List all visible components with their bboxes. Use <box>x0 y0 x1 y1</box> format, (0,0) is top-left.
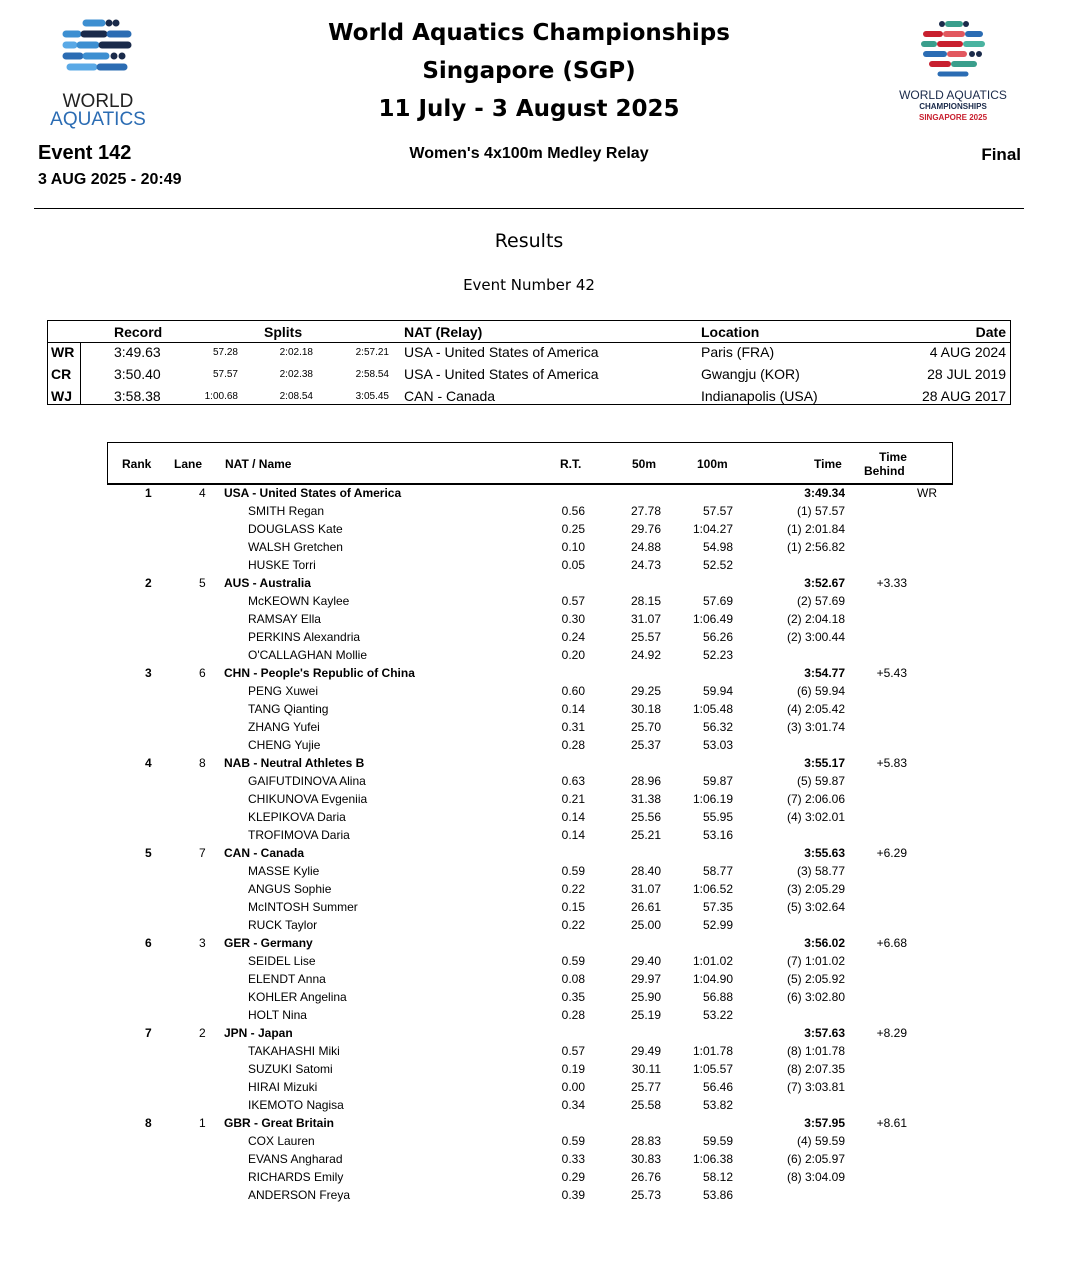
swimmer-row <box>107 700 953 718</box>
swimmer-50m: 25.19 <box>630 1008 661 1022</box>
team-row <box>107 664 953 682</box>
swimmer-100m: 57.69 <box>702 594 733 608</box>
team-rank: 4 <box>145 756 152 770</box>
record-date: 28 JUL 2019 <box>927 366 1006 382</box>
swimmer-name: CHIKUNOVA Evgeniia <box>248 792 368 806</box>
col-rank: Rank <box>122 457 152 471</box>
swimmer-50m: 25.70 <box>630 720 661 734</box>
swimmer-cumulative-split: (4) 59.59 <box>796 1134 845 1148</box>
col-lane: Lane <box>174 457 203 471</box>
team-time-behind: +3.33 <box>876 576 907 590</box>
swimmer-100m: 1:05.48 <box>692 702 733 716</box>
record-nat: USA - United States of America <box>404 366 599 382</box>
swimmer-100m: 52.52 <box>702 558 733 572</box>
record-split-3: 2:58.54 <box>355 369 389 380</box>
swimmer-100m: 1:01.02 <box>692 954 733 968</box>
swimmer-reaction-time: 0.14 <box>561 810 585 824</box>
swimmer-cumulative-split: (8) 3:04.09 <box>786 1170 845 1184</box>
records-header-location: Location <box>701 324 760 340</box>
swimmer-50m: 25.58 <box>630 1098 661 1112</box>
header-divider <box>34 208 1024 209</box>
logo-world-text: WORLD <box>62 91 134 112</box>
record-type: WR <box>51 344 75 360</box>
swimmer-50m: 27.78 <box>630 504 661 518</box>
team-name: AUS - Australia <box>224 576 311 590</box>
swimmer-50m: 25.37 <box>630 738 661 752</box>
swimmer-name: SUZUKI Satomi <box>248 1062 333 1076</box>
team-time-behind: +8.29 <box>876 1026 907 1040</box>
swimmer-name: McINTOSH Summer <box>248 900 358 914</box>
team-row <box>107 844 953 862</box>
team-time: 3:52.67 <box>804 576 845 590</box>
team-row <box>107 574 953 592</box>
swimmer-name: RUCK Taylor <box>248 918 318 932</box>
swimmer-100m: 54.98 <box>702 540 733 554</box>
swimmer-100m: 53.86 <box>702 1188 733 1202</box>
swimmer-cumulative-split: (4) 3:02.01 <box>786 810 845 824</box>
swimmer-cumulative-split: (5) 3:02.64 <box>786 900 845 914</box>
swimmer-100m: 1:01.78 <box>692 1044 733 1058</box>
records-header-splits: Splits <box>264 324 303 340</box>
team-lane: 5 <box>199 576 206 590</box>
record-split-1: 57.57 <box>212 369 238 380</box>
swimmer-reaction-time: 0.15 <box>561 900 585 914</box>
swimmer-reaction-time: 0.56 <box>561 504 585 518</box>
swimmer-100m: 52.99 <box>702 918 733 932</box>
swimmer-row <box>107 808 953 826</box>
swimmer-100m: 56.46 <box>702 1080 733 1094</box>
team-row <box>107 934 953 952</box>
swimmer-name: EVANS Angharad <box>248 1152 343 1166</box>
swimmer-row <box>107 1096 953 1114</box>
swimmer-row <box>107 610 953 628</box>
swimmer-row <box>107 916 953 934</box>
col-50m: 50m <box>632 457 657 471</box>
swimmer-50m: 26.76 <box>630 1170 661 1184</box>
records-header-date: Date <box>975 324 1006 340</box>
record-nat: CAN - Canada <box>404 388 496 404</box>
team-name: GBR - Great Britain <box>224 1116 335 1130</box>
swimmer-cumulative-split: (2) 2:04.18 <box>786 612 845 626</box>
results-heading: Results <box>494 230 564 252</box>
team-time: 3:54.77 <box>804 666 845 680</box>
swimmer-name: TAKAHASHI Miki <box>248 1044 340 1058</box>
record-split-1: 57.28 <box>212 347 238 358</box>
record-location: Gwangju (KOR) <box>701 366 800 382</box>
event-round: Final <box>981 145 1021 164</box>
swimmer-reaction-time: 0.22 <box>561 882 585 896</box>
team-time: 3:55.63 <box>804 846 845 860</box>
championship-location: Singapore (SGP) <box>422 58 636 84</box>
swimmer-50m: 25.77 <box>630 1080 661 1094</box>
swimmer-reaction-time: 0.25 <box>561 522 585 536</box>
event-id: Event 142 <box>38 142 132 164</box>
event-datetime: 3 AUG 2025 - 20:49 <box>38 171 182 188</box>
swimmer-reaction-time: 0.05 <box>561 558 585 572</box>
swimmer-50m: 31.38 <box>630 792 661 806</box>
team-lane: 3 <box>199 936 206 950</box>
swimmer-row <box>107 646 953 664</box>
record-nat: USA - United States of America <box>404 344 599 360</box>
record-time: 3:50.40 <box>114 366 161 382</box>
swimmer-reaction-time: 0.30 <box>561 612 585 626</box>
team-lane: 4 <box>199 486 206 500</box>
swimmer-row <box>107 556 953 574</box>
team-time-behind: +5.43 <box>876 666 907 680</box>
records-header-nat: NAT (Relay) <box>404 324 483 340</box>
team-name: CAN - Canada <box>224 846 305 860</box>
team-name: NAB - Neutral Athletes B <box>224 756 365 770</box>
swimmer-50m: 29.25 <box>630 684 661 698</box>
swimmer-100m: 58.77 <box>702 864 733 878</box>
swimmer-name: SMITH Regan <box>248 504 325 518</box>
team-row <box>107 1024 953 1042</box>
swimmer-row <box>107 1078 953 1096</box>
team-rank: 3 <box>145 666 152 680</box>
swimmer-reaction-time: 0.10 <box>561 540 585 554</box>
swimmer-reaction-time: 0.31 <box>561 720 585 734</box>
swimmer-100m: 58.12 <box>702 1170 733 1184</box>
swimmer-100m: 1:06.38 <box>692 1152 733 1166</box>
swimmer-100m: 53.82 <box>702 1098 733 1112</box>
swimmer-name: ELENDT Anna <box>248 972 326 986</box>
col-time-behind-1: Time <box>879 450 907 464</box>
team-row <box>107 754 953 772</box>
swimmer-cumulative-split: (2) 57.69 <box>796 594 845 608</box>
swimmer-100m: 53.22 <box>702 1008 733 1022</box>
swimmer-100m: 1:06.19 <box>692 792 733 806</box>
championship-title: World Aquatics Championships <box>328 20 730 46</box>
swimmer-name: RICHARDS Emily <box>248 1170 344 1184</box>
col-name: NAT / Name <box>225 457 292 471</box>
swimmer-row <box>107 880 953 898</box>
swimmer-50m: 28.15 <box>630 594 661 608</box>
swimmer-100m: 57.35 <box>702 900 733 914</box>
swimmer-100m: 57.57 <box>702 504 733 518</box>
team-time-behind: +6.29 <box>876 846 907 860</box>
swimmer-name: HUSKE Torri <box>248 558 316 572</box>
swimmer-100m: 59.87 <box>702 774 733 788</box>
swimmer-100m: 55.95 <box>702 810 733 824</box>
swimmer-cumulative-split: (1) 2:01.84 <box>786 522 845 536</box>
swimmer-reaction-time: 0.20 <box>561 648 585 662</box>
swimmer-row <box>107 1168 953 1186</box>
team-rank: 5 <box>145 846 152 860</box>
swimmer-name: PENG Xuwei <box>248 684 319 698</box>
record-row <box>48 364 1010 386</box>
team-time: 3:55.17 <box>804 756 845 770</box>
swimmer-50m: 25.90 <box>630 990 661 1004</box>
team-name: JPN - Japan <box>224 1026 293 1040</box>
swimmer-50m: 30.18 <box>630 702 661 716</box>
swimmer-reaction-time: 0.34 <box>561 1098 585 1112</box>
swimmer-50m: 29.97 <box>630 972 661 986</box>
swimmer-cumulative-split: (3) 3:01.74 <box>786 720 845 734</box>
swimmer-name: DOUGLASS Kate <box>248 522 343 536</box>
swimmer-row <box>107 592 953 610</box>
logo-singapore-text: SINGAPORE 2025 <box>918 113 988 122</box>
record-row <box>48 342 1010 364</box>
record-split-1: 1:00.68 <box>204 391 238 402</box>
swimmer-row <box>107 862 953 880</box>
swimmer-reaction-time: 0.59 <box>561 864 585 878</box>
swimmer-50m: 25.56 <box>630 810 661 824</box>
swimmer-cumulative-split: (3) 2:05.29 <box>786 882 845 896</box>
swimmer-50m: 24.73 <box>630 558 661 572</box>
logo-aquatics-text: AQUATICS <box>50 109 146 130</box>
event-number: Event Number 42 <box>463 276 595 294</box>
records-header-record: Record <box>114 324 163 340</box>
team-time: 3:57.95 <box>804 1116 845 1130</box>
swimmer-reaction-time: 0.14 <box>561 828 585 842</box>
swimmer-row <box>107 1042 953 1060</box>
swimmer-50m: 30.83 <box>630 1152 661 1166</box>
team-rank: 8 <box>145 1116 152 1130</box>
team-time-behind: +5.83 <box>876 756 907 770</box>
team-time-behind: +8.61 <box>876 1116 907 1130</box>
team-record-note: WR <box>917 486 937 500</box>
swimmer-row <box>107 538 953 556</box>
swimmer-name: RAMSAY Ella <box>248 612 321 626</box>
swimmer-name: ANGUS Sophie <box>248 882 332 896</box>
swimmer-cumulative-split: (8) 2:07.35 <box>786 1062 845 1076</box>
swimmer-100m: 59.59 <box>702 1134 733 1148</box>
swimmer-reaction-time: 0.57 <box>561 1044 585 1058</box>
swimmer-50m: 29.49 <box>630 1044 661 1058</box>
swimmer-name: HOLT Nina <box>248 1008 307 1022</box>
team-lane: 1 <box>199 1116 206 1130</box>
swimmer-100m: 56.32 <box>702 720 733 734</box>
record-type: CR <box>51 366 72 382</box>
record-time: 3:49.63 <box>114 344 161 360</box>
record-type: WJ <box>51 388 72 404</box>
swimmer-reaction-time: 0.22 <box>561 918 585 932</box>
swimmer-cumulative-split: (6) 3:02.80 <box>786 990 845 1004</box>
swimmer-reaction-time: 0.63 <box>561 774 585 788</box>
swimmer-100m: 53.03 <box>702 738 733 752</box>
record-split-3: 2:57.21 <box>355 347 389 358</box>
swimmer-name: McKEOWN Kaylee <box>248 594 350 608</box>
swimmer-50m: 25.21 <box>630 828 661 842</box>
swimmer-50m: 28.40 <box>630 864 661 878</box>
swimmer-row <box>107 772 953 790</box>
record-date: 28 AUG 2017 <box>921 388 1006 404</box>
team-name: CHN - People's Republic of China <box>224 666 415 680</box>
record-location: Paris (FRA) <box>701 344 775 360</box>
swimmer-50m: 31.07 <box>630 612 661 626</box>
record-split-3: 3:05.45 <box>355 391 389 402</box>
swimmer-reaction-time: 0.19 <box>561 1062 585 1076</box>
swimmer-name: KOHLER Angelina <box>248 990 347 1004</box>
swimmer-100m: 56.88 <box>702 990 733 1004</box>
results-table-header <box>107 442 953 485</box>
team-lane: 7 <box>199 846 206 860</box>
swimmer-name: ZHANG Yufei <box>248 720 320 734</box>
swimmer-100m: 1:05.57 <box>692 1062 733 1076</box>
swimmer-reaction-time: 0.24 <box>561 630 585 644</box>
swimmer-50m: 31.07 <box>630 882 661 896</box>
swimmer-row <box>107 682 953 700</box>
swimmer-50m: 28.96 <box>630 774 661 788</box>
team-time: 3:57.63 <box>804 1026 845 1040</box>
swimmer-row <box>107 898 953 916</box>
swimmer-reaction-time: 0.39 <box>561 1188 585 1202</box>
swimmer-cumulative-split: (8) 1:01.78 <box>786 1044 845 1058</box>
col-100m: 100m <box>697 457 728 471</box>
swimmer-100m: 52.23 <box>702 648 733 662</box>
swimmer-50m: 25.00 <box>630 918 661 932</box>
swimmer-name: MASSE Kylie <box>248 864 320 878</box>
record-location: Indianapolis (USA) <box>701 388 818 404</box>
swimmer-cumulative-split: (6) 2:05.97 <box>786 1152 845 1166</box>
swimmer-100m: 56.26 <box>702 630 733 644</box>
swimmer-100m: 1:04.27 <box>692 522 733 536</box>
swimmer-name: HIRAI Mizuki <box>248 1080 318 1094</box>
swimmer-cumulative-split: (6) 59.94 <box>796 684 845 698</box>
swimmer-100m: 1:06.52 <box>692 882 733 896</box>
swimmer-name: KLEPIKOVA Daria <box>248 810 346 824</box>
swimmer-50m: 30.11 <box>631 1062 661 1076</box>
swimmer-cumulative-split: (4) 2:05.42 <box>786 702 845 716</box>
swimmer-name: CHENG Yujie <box>248 738 321 752</box>
records-table <box>47 320 1011 405</box>
swimmer-cumulative-split: (5) 2:05.92 <box>786 972 845 986</box>
team-rank: 1 <box>145 486 152 500</box>
swimmer-50m: 29.76 <box>630 522 661 536</box>
swimmer-cumulative-split: (2) 3:00.44 <box>786 630 845 644</box>
swimmer-50m: 26.61 <box>630 900 661 914</box>
swimmer-cumulative-split: (5) 59.87 <box>796 774 845 788</box>
swimmer-row <box>107 628 953 646</box>
swimmer-reaction-time: 0.08 <box>561 972 585 986</box>
team-lane: 6 <box>199 666 206 680</box>
swimmer-name: COX Lauren <box>248 1134 315 1148</box>
swimmer-100m: 1:04.90 <box>692 972 733 986</box>
swimmer-row <box>107 502 953 520</box>
team-time: 3:49.34 <box>804 486 845 500</box>
record-date: 4 AUG 2024 <box>929 344 1006 360</box>
swimmer-reaction-time: 0.14 <box>561 702 585 716</box>
swimmer-row <box>107 1006 953 1024</box>
team-name: USA - United States of America <box>224 486 402 500</box>
event-name: Women's 4x100m Medley Relay <box>409 145 649 162</box>
swimmer-row <box>107 718 953 736</box>
swimmer-row <box>107 1060 953 1078</box>
team-rank: 2 <box>145 576 152 590</box>
team-time: 3:56.02 <box>804 936 845 950</box>
swimmer-name: SEIDEL Lise <box>248 954 316 968</box>
team-lane: 2 <box>199 1026 206 1040</box>
swimmer-reaction-time: 0.33 <box>561 1152 585 1166</box>
swimmer-name: WALSH Gretchen <box>248 540 343 554</box>
swimmer-50m: 29.40 <box>630 954 661 968</box>
swimmer-row <box>107 790 953 808</box>
swimmer-name: O'CALLAGHAN Mollie <box>248 648 367 662</box>
swimmer-row <box>107 1150 953 1168</box>
swimmer-reaction-time: 0.28 <box>561 738 585 752</box>
swimmer-row <box>107 826 953 844</box>
team-row <box>107 484 953 502</box>
team-time-behind: +6.68 <box>876 936 907 950</box>
team-rank: 7 <box>145 1026 152 1040</box>
swimmer-cumulative-split: (1) 2:56.82 <box>786 540 845 554</box>
swimmer-50m: 25.73 <box>630 1188 661 1202</box>
swimmer-reaction-time: 0.35 <box>561 990 585 1004</box>
swimmer-row <box>107 736 953 754</box>
swimmer-100m: 53.16 <box>702 828 733 842</box>
swimmer-cumulative-split: (7) 1:01.02 <box>786 954 845 968</box>
swimmer-name: TANG Qianting <box>248 702 329 716</box>
swimmer-50m: 28.83 <box>630 1134 661 1148</box>
col-rt: R.T. <box>560 457 582 471</box>
swimmer-name: ANDERSON Freya <box>248 1188 351 1202</box>
swimmer-reaction-time: 0.00 <box>561 1080 585 1094</box>
logo-championships-text: CHAMPIONSHIPS <box>919 102 987 111</box>
swimmer-cumulative-split: (1) 57.57 <box>796 504 845 518</box>
record-split-2: 2:02.38 <box>279 369 313 380</box>
swimmer-reaction-time: 0.60 <box>561 684 585 698</box>
swimmer-50m: 24.88 <box>630 540 661 554</box>
record-row <box>48 386 1010 408</box>
record-time: 3:58.38 <box>114 388 161 404</box>
record-split-2: 2:02.18 <box>279 347 313 358</box>
swimmer-name: GAIFUTDINOVA Alina <box>248 774 366 788</box>
swimmer-name: PERKINS Alexandria <box>248 630 361 644</box>
swimmer-row <box>107 1132 953 1150</box>
swimmer-50m: 25.57 <box>630 630 661 644</box>
swimmer-name: TROFIMOVA Daria <box>248 828 350 842</box>
record-split-2: 2:08.54 <box>279 391 313 402</box>
logo-world-aquatics-text: WORLD AQUATICS <box>899 88 1007 102</box>
swimmer-cumulative-split: (3) 58.77 <box>796 864 845 878</box>
swimmer-row <box>107 970 953 988</box>
team-rank: 6 <box>145 936 152 950</box>
swimmer-row <box>107 1186 953 1204</box>
swimmer-50m: 24.92 <box>630 648 661 662</box>
swimmer-cumulative-split: (7) 3:03.81 <box>786 1080 845 1094</box>
swimmer-row <box>107 988 953 1006</box>
team-row <box>107 1114 953 1132</box>
swimmer-reaction-time: 0.57 <box>561 594 585 608</box>
swimmer-reaction-time: 0.28 <box>561 1008 585 1022</box>
swimmer-row <box>107 952 953 970</box>
swimmer-reaction-time: 0.21 <box>561 792 585 806</box>
swimmer-reaction-time: 0.29 <box>561 1170 585 1184</box>
swimmer-name: IKEMOTO Nagisa <box>248 1098 344 1112</box>
swimmer-cumulative-split: (7) 2:06.06 <box>786 792 845 806</box>
swimmer-reaction-time: 0.59 <box>561 1134 585 1148</box>
swimmer-row <box>107 520 953 538</box>
swimmer-100m: 59.94 <box>702 684 733 698</box>
swimmer-reaction-time: 0.59 <box>561 954 585 968</box>
team-name: GER - Germany <box>224 936 313 950</box>
swimmer-100m: 1:06.49 <box>692 612 733 626</box>
team-lane: 8 <box>199 756 206 770</box>
col-time: Time <box>814 457 842 471</box>
col-time-behind-2: Behind <box>864 464 905 478</box>
championship-dates: 11 July - 3 August 2025 <box>378 96 680 122</box>
